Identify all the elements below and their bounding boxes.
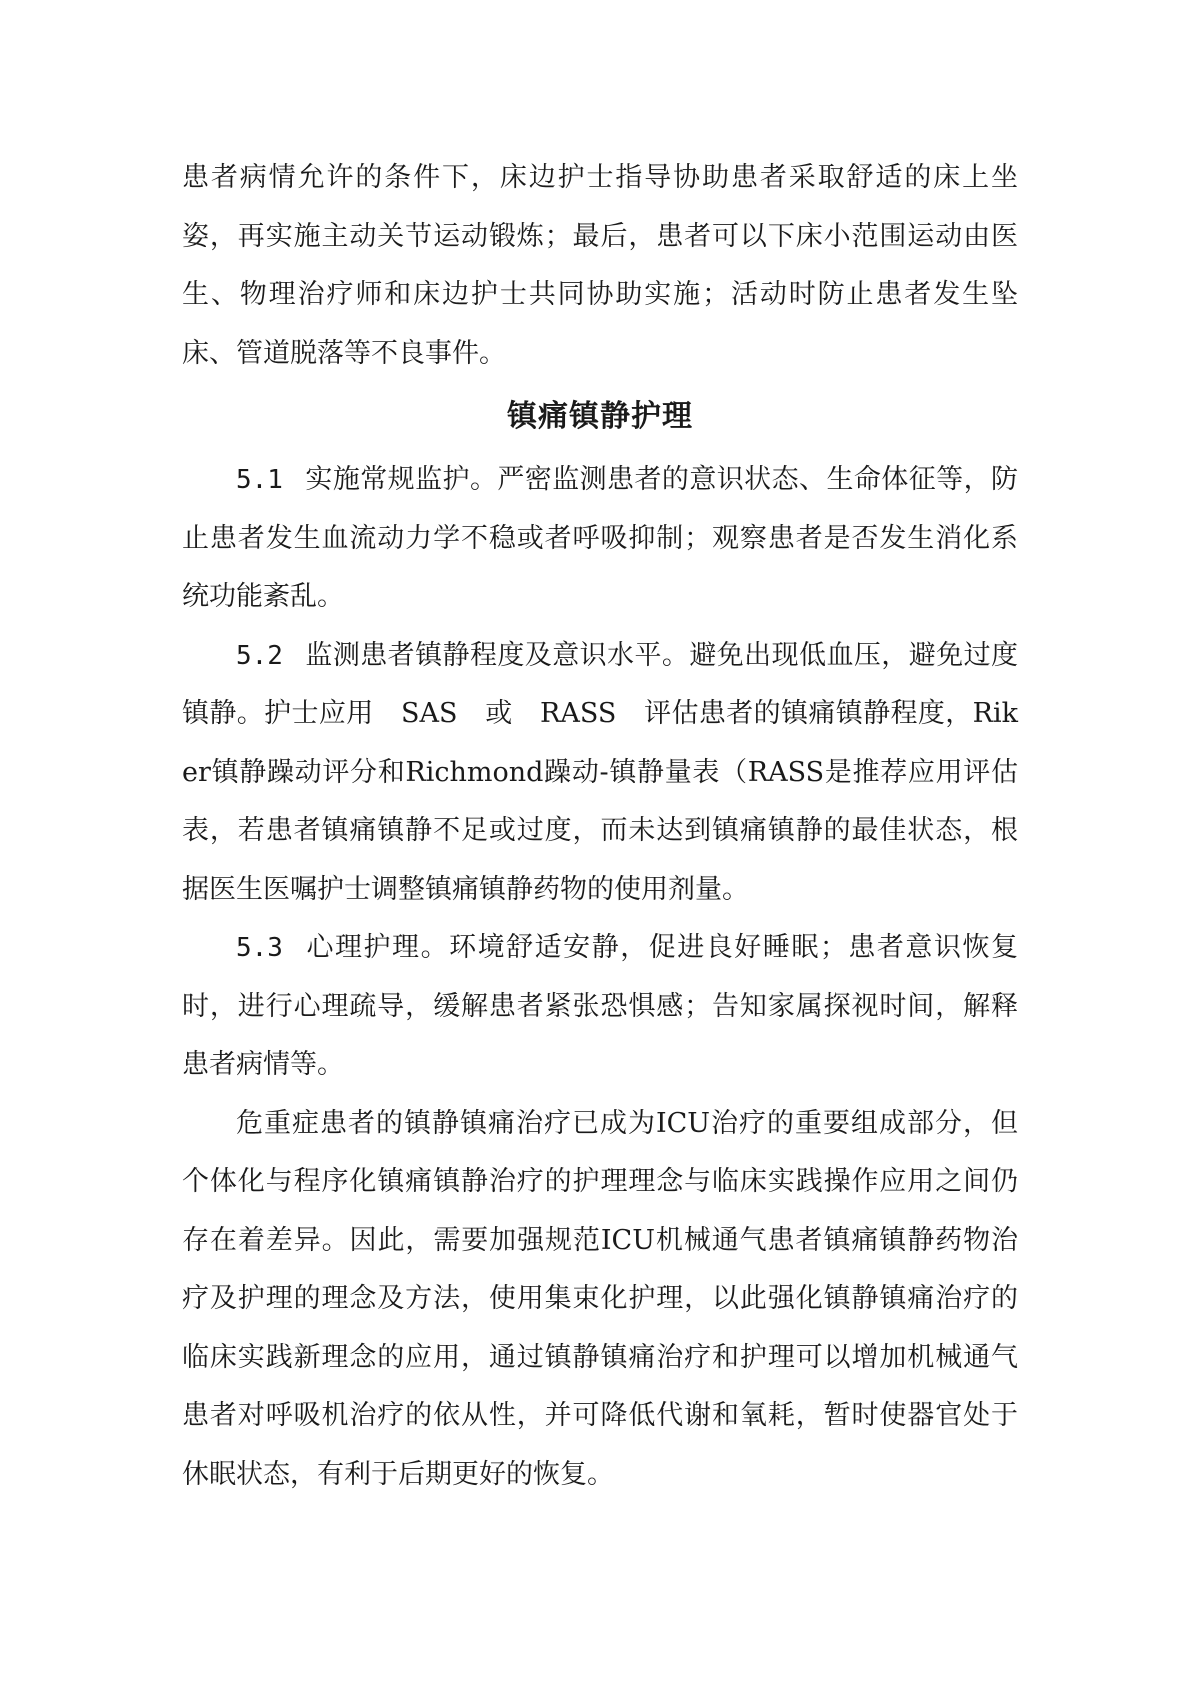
item-5-3	[182, 919, 1018, 1095]
document-body	[182, 149, 1018, 1504]
intro-paragraph: 患者病情允许的条件下，床边护士指导协助患者采取舒适的床上坐姿，再实施主动关节运动锻炼；最后，患者可以下床小范围运动由医生、物理治疗师和床边护士共同协助实施；活动时防止患者发生坠床、管道脱落等不良事件。	[182, 162, 1018, 369]
section-title: 镇痛镇静护理	[507, 399, 693, 434]
item-number: 5.2	[236, 640, 283, 671]
conclusion-paragraph: 危重症患者的镇静镇痛治疗已成为ICU治疗的重要组成部分，但个体化与程序化镇痛镇静治疗的护理理念与临床实践操作应用之间仍存在着差异。因此，需要加强规范ICU机械通气患者镇痛镇静药物治疗及护理的理念及方法，使用集束化护理，以此强化镇静镇痛治疗的临床实践新理念的应用，通过镇静镇痛治疗和护理可以增加机械通气患者对呼吸机治疗的依从性，并可降低代谢和氧耗，暂时使器官处于休眠状态，有利于后期更好的恢复。	[182, 1107, 1018, 1490]
item-number: 5.3	[236, 933, 283, 963]
item-number: 5.1	[236, 465, 283, 495]
item-text: 实施常规监护。严密监测患者的意识状态、生命体征等，防止患者发生血流动力学不稳或者呼吸抑制；观察患者是否发生消化系统功能紊乱。	[182, 464, 1018, 612]
item-5-2	[182, 627, 1018, 920]
item-text: 监测患者镇静程度及意识水平。避免出现低血压，避免过度镇静。护士应用 SAS 或 RASS 评估患者的镇痛镇静程度，Riker镇静躁动评分和Richmond躁动-镇静量表（RASS是推荐应用评估表，若患者镇痛镇静不足或过度，而未达到镇痛镇静的最佳状态，根据医生医嘱护士调整镇痛镇静药物的使用剂量。	[182, 639, 1018, 905]
item-5-1	[182, 451, 1018, 627]
item-text: 心理护理。环境舒适安静，促进良好睡眠；患者意识恢复时，进行心理疏导，缓解患者紧张恐惧感；告知家属探视时间，解释患者病情等。	[182, 932, 1018, 1080]
